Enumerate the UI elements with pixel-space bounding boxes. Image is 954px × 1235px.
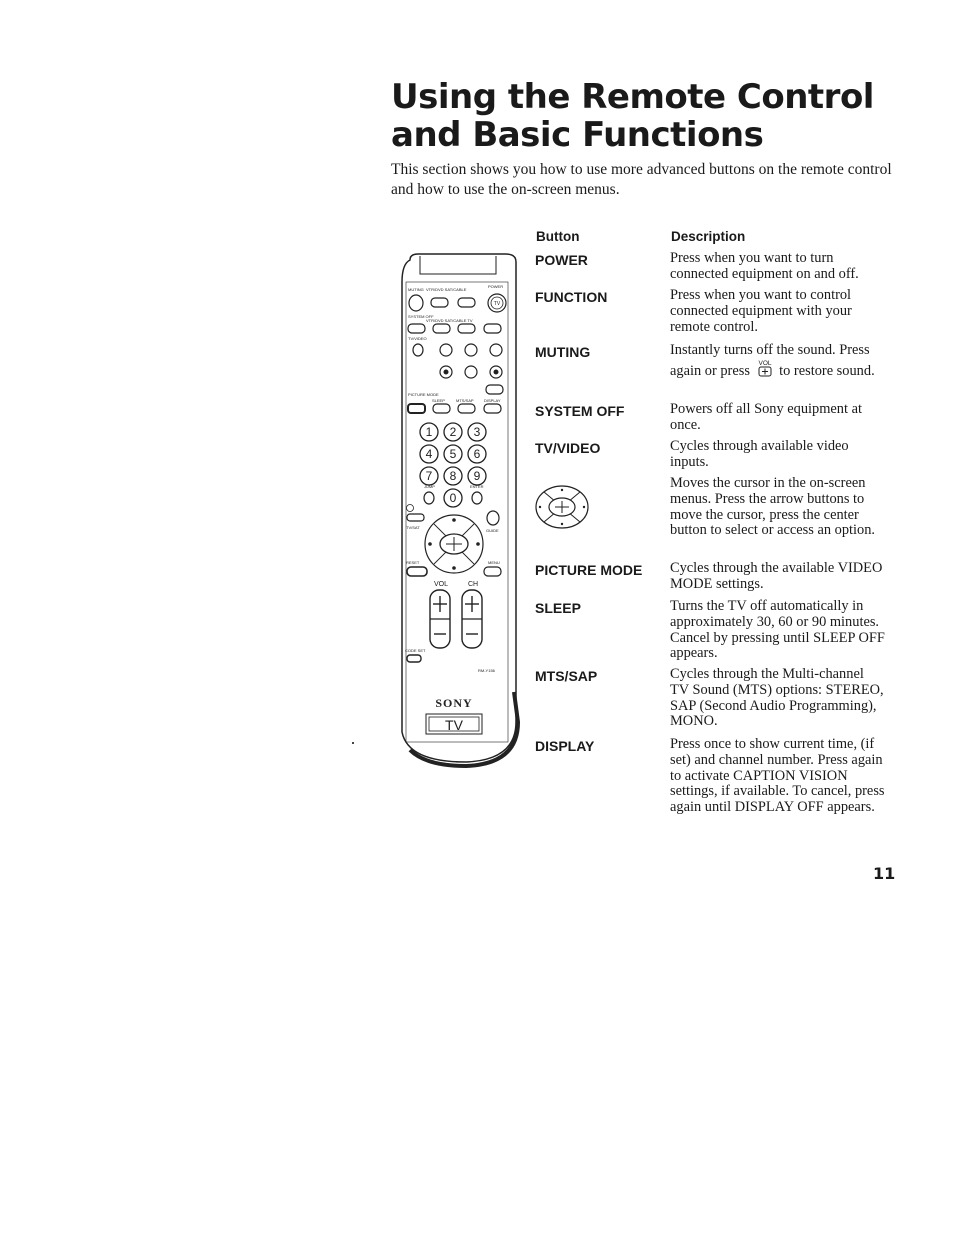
remote-control-icon: [396, 252, 530, 768]
column-header-description: Description: [671, 229, 746, 244]
remote-label-func1: VTR/DVD SAT/CABLE: [426, 287, 467, 292]
remote-label-vol: VOL: [434, 581, 449, 588]
remote-label-jump: JUMP: [424, 484, 435, 489]
vol-plus-icon-label: VOL: [758, 359, 772, 367]
description-muting: [670, 343, 885, 380]
description-system-off: Powers off all Sony equipment at once.: [670, 401, 862, 433]
description-tv-video: Cycles through available video inputs.: [670, 438, 849, 470]
remote-label-menu: MENU: [488, 560, 500, 565]
description-mts-sap: Cycles through the Multi-channel TV Sound (MTS) options: STEREO, SAP (Second Audio Programming), MONO.: [670, 666, 884, 730]
button-name-picture-mode: PICTURE MODE: [535, 562, 643, 578]
description-power: Press when you want to turn connected equipment on and off.: [670, 250, 859, 282]
button-name-display: DISPLAY: [535, 738, 595, 754]
remote-brand: SONY: [435, 696, 473, 710]
digit-5: 5: [449, 447, 457, 461]
cursor-pad-icon: [534, 484, 590, 530]
description-sleep: Turns the TV off automatically in approximately 30, 60 or 90 minutes. Cancel by pressing until SLEEP OFF appears.: [670, 598, 885, 662]
digit-8: 8: [449, 469, 457, 483]
description-picture-mode: Cycles through the available VIDEO MODE settings.: [670, 560, 883, 592]
remote-label-enter: ENTER: [470, 484, 484, 489]
remote-label-system-off: SYSTEM OFF: [408, 314, 434, 319]
remote-label-muting: MUTING: [408, 287, 424, 292]
remote-label-sleep: SLEEP: [432, 398, 445, 403]
remote-label-display: DISPLAY: [484, 398, 501, 403]
remote-label-func2: VTR/DVD SAT/CABLE TV: [426, 318, 473, 323]
description-muting-before: Instantly turns off the sound. Press again or press: [670, 342, 870, 379]
digit-7: 7: [425, 469, 433, 483]
digit-1: 1: [425, 425, 433, 439]
page-number: 11: [873, 864, 896, 883]
remote-label-tv-sat: TV/SAT: [406, 525, 420, 530]
column-header-button: Button: [536, 229, 580, 244]
remote-label-tv-video: TV/VIDEO: [408, 336, 427, 341]
remote-model: RM-Y156: [478, 668, 495, 673]
button-name-mts-sap: MTS/SAP: [535, 668, 598, 684]
stray-mark: [352, 742, 354, 744]
digit-6: 6: [473, 447, 481, 461]
button-name-sleep: SLEEP: [535, 600, 581, 616]
button-name-muting: MUTING: [535, 344, 591, 360]
digit-4: 4: [425, 447, 433, 461]
digit-0: 0: [449, 491, 457, 505]
remote-label-reset: RESET: [406, 560, 420, 565]
remote-label-tv-btn: TV: [493, 301, 501, 307]
button-name-function: FUNCTION: [535, 289, 608, 305]
digit-3: 3: [473, 425, 481, 439]
digit-2: 2: [449, 425, 457, 439]
remote-label-code-set: CODE SET: [405, 648, 426, 653]
remote-label-ch: CH: [468, 581, 479, 588]
button-name-tv-video: TV/VIDEO: [535, 440, 601, 456]
description-display: Press once to show current time, (if set) and channel number. Press again to activate CAPTION VISION settings, if available. To cancel, press again until DISPLAY OFF appears.: [670, 736, 885, 816]
remote-label-mts-sap: MTS/SAP: [456, 398, 474, 403]
intro-text: This section shows you how to use more advanced buttons on the remote control and how to use the on-screen menus.: [391, 161, 892, 198]
description-cursor: Moves the cursor in the on-screen menus. Press the arrow buttons to move the cursor, press the center button to select or access an option.: [670, 475, 876, 539]
description-muting-after: to restore sound.: [779, 362, 875, 379]
description-function: Press when you want to control connected equipment with your remote control.: [670, 287, 852, 335]
digit-9: 9: [473, 469, 481, 483]
button-name-power: POWER: [535, 252, 588, 268]
page-title: Using the Remote Control and Basic Functions: [391, 77, 874, 155]
remote-label-guide: GUIDE: [486, 528, 499, 533]
remote-label-picture-mode: PICTURE MODE: [408, 392, 439, 397]
button-name-system-off: SYSTEM OFF: [535, 403, 625, 419]
remote-label-power: POWER: [488, 284, 504, 289]
remote-badge: TV: [445, 717, 463, 733]
vol-plus-icon: [756, 359, 774, 377]
